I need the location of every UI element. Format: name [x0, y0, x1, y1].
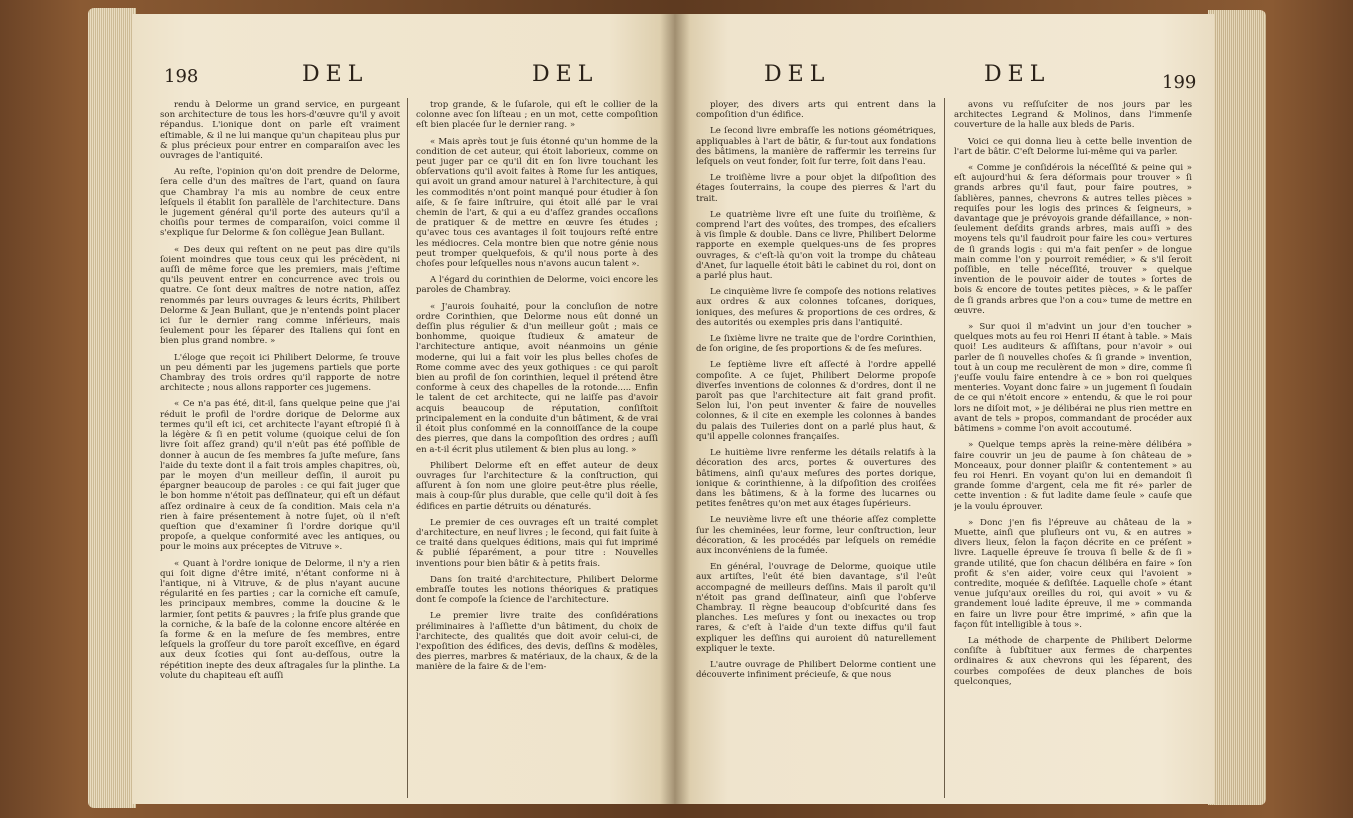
paragraph: Dans ſon traité d'architecture, Philibert Delorme embraſſe toutes les notions théoriques & pratiques dont ſe compoſe la ſcience de l'architecture.	[416, 574, 658, 606]
left-page	[132, 14, 674, 804]
paragraph: rendu à Delorme un grand service, en purgeant son architecture de tous les hors-d'œuvre qu'il y avoit répandus. L'ionique dont on parle eſt vraiment eſtimable, & il ne lui manque qu'un chapiteau plus pur & plus précieux pour entrer en comparaiſon avec les ouvrages de l'antiquité.	[160, 100, 400, 162]
paragraph: A l'égard du corinthien de Delorme, voici encore les paroles de Chambray.	[416, 275, 658, 296]
paragraph: « Ce n'a pas été, dit-il, ſans quelque peine que j'ai réduit le profil de l'ordre dorique de Delorme aux termes qu'il eſt ici, cet architecte l'ayant eſtropié ſi à la légère & ſi en petit volume (quoique celui de ſon livre ſoit aſſez grand) qu'il n'eût pas été poſſible de donner à aucun de ſes membres ſa juſte meſure, ſans l'aide du texte dont il a fait trois amples chapitres, où, par le moyen d'un meilleur deſſin, il auroit pu épargner beaucoup de paroles : ce qui fait juger que le bon homme n'étoit pas deſſinateur, qui eſt un défaut aſſez ordinaire à ceux de ſa condition. Mais cela n'a rien à faire présentement à notre ſujet, où il n'eſt queſtion que d'examiner ſi l'ordre dorique qu'il propoſe, a quelque conformité avec les antiques, ou pour le moins aux préceptes de Vitruve ».	[160, 399, 400, 553]
right-column-1	[696, 100, 936, 796]
right-column-2	[954, 100, 1192, 796]
right-page-edges	[1208, 10, 1266, 805]
paragraph: Voici ce qui donna lieu à cette belle invention de l'art de bâtir. C'eſt Delorme lui-même qui va parler.	[954, 136, 1192, 157]
paragraph: Philibert Delorme eſt en effet auteur de deux ouvrages ſur l'architecture & la conſtruction, qui aſſurent à ſon nom une gloire peut-être plus réelle, mais à coup-ſûr plus durable, que celle qu'il doit à ſes édifices en partie détruits ou dénaturés.	[416, 460, 658, 512]
left-column-2	[416, 100, 658, 796]
paragraph: Le premier livre traite des conſidérations préliminaires à l'aſſiette d'un bâtiment, du choix de l'architecte, des qualités que doit avoir celui-ci, de l'expoſition des édifices, des devis, deſſins & modèles, des pierres, marbres & matériaux, de la chaux, & de la manière de la faire & de l'em-	[416, 611, 658, 673]
paragraph: » Sur quoi il m'advint un jour d'en toucher » quelques mots au feu roi Henri II étant à table. » Mais quoi! Les auditeurs & aſſiſtans, pour n'avoir » oui parler de ſi nouvelles choſes & ſi grande » invention, tout à un coup me reculèrent de mon » dire, comme ſi j'euſſe voulu faire entendre à ce » bon roi quelques menteries. Voyant donc faire » un jugement ſi ſoudain de ce qui n'étoit encore » entendu, & que le roi pour lors ne diſoit mot, » je délibérai ne plus rien mettre en avant de tels » propos, commandant de procéder aux bâtimens » comme l'on avoit accoutumé.	[954, 322, 1192, 435]
left-column-1	[160, 100, 400, 796]
paragraph: « Quant à l'ordre ionique de Delorme, il n'y a rien qui ſoit digne d'être imité, n'étant conforme ni à l'antique, ni à Vitruve, & de plus n'ayant aucune régularité en ſes parties ; car la corniche eſt camuſe, les principaux membres, comme la doucine & le larmier, ſont petits & pauvres ; la friſe plus grande que la corniche, & la baſe de la colonne encore altérée en ſa forme & en la meſure de ſes membres, entre leſquels la groſſeur du tore paroît exceſſive, en égard aux deux ſcoties qui ſont au-deſſous, outre la répétition inepte des deux aſtragales ſur la plinthe. La volute du chapiteau eſt auſſi	[160, 558, 400, 681]
paragraph: La méthode de charpente de Philibert Delorme conſiſte à ſubſtituer aux fermes de charpentes ordinaires & aux chevrons qui les ſéparent, des courbes compoſées de deux planches de bois quelconques,	[954, 635, 1192, 687]
paragraph: trop grande, & le ſuſarole, qui eſt le collier de la colonne avec ſon liſteau ; en un mot, cette compoſition eſt bien placée ſur le dernier rang. »	[416, 100, 658, 131]
paragraph: ployer, des divers arts qui entrent dans la compoſition d'un édifice.	[696, 100, 936, 121]
paragraph: « Mais après tout je ſuis étonné qu'un homme de la condition de cet auteur, qui étoit laborieux, comme on peut juger par ce qu'il dit en ſon livre touchant les obſervations qu'il avoit faites à Rome ſur les antiques, qui avoit un grand amour naturel à l'architecture, à qui les commodités n'ont point manqué pour étudier à ſon aiſe, & ſe faire inſtruire, qui étoit allé par le vrai chemin de l'art, & qui a eu d'aſſez grandes occaſions de pratiquer & de mettre en œuvre ſes études ; qu'avec tous ces avantages il ſoit toujours reſté entre les médiocres. Cela montre bien que notre génie nous peut tromper quelquefois, & qu'il nous porte à des choſes pour leſquelles nous n'avons aucun talent ».	[416, 136, 658, 270]
paragraph: Le ſecond livre embraſſe les notions géométriques, appliquables à l'art de bâtir, & ſur-tout aux fondations des bâtimens, la manière de raffermir les terreins ſur leſquels on veut fonder, ſoit ſur terre, ſoit dans l'eau.	[696, 126, 936, 168]
paragraph: En général, l'ouvrage de Delorme, quoique utile aux artiſtes, l'eût été bien davantage, s'il l'eût accompagné de meilleurs deſſins. Mais il paroît qu'il n'étoit pas grand deſſinateur, ainſi que l'obſerve Chambray. Il règne beaucoup d'obſcurité dans ſes planches. Les meſures y ſont ou inexactes ou trop rares, & c'eſt à l'aide d'un texte diffus qu'il faut expliquer les deſſins qui auroient dû naturellement expliquer le texte.	[696, 562, 936, 654]
paragraph: Le troiſième livre a pour objet la diſpoſition des étages ſouterrains, la coupe des pierres & l'art du trait.	[696, 173, 936, 204]
paragraph: Le ſeptième livre eſt aſſecté à l'ordre appellé compoſite. A ce ſujet, Philibert Delorme propoſe diverſes inventions de colonnes & d'ordres, dont il ne paroît pas que l'architecture ait fait grand profit. Selon lui, l'on peut inventer & faire de nouvelles colonnes, & il cite en exemple les colonnes à bandes du palais des Tuileries dont on a parlé plus haut, & qu'il appelle colonnes françaiſes.	[696, 360, 936, 442]
paragraph: L'autre ouvrage de Philibert Delorme contient une découverte infiniment précieuſe, & que nous	[696, 659, 936, 681]
paragraph: Le quatrième livre eſt une ſuite du troiſième, & comprend l'art des voûtes, des trompes, des eſcaliers à vis ſimple & double. Dans ce livre, Philibert Delorme rapporte en exemple quelques-uns de ſes propres ouvrages, & c'eſt-là qu'on voit la trompe du château d'Anet, ſur laquelle étoit bâti le cabinet du roi, dont on a parlé plus haut.	[696, 209, 936, 282]
book-gutter	[660, 14, 690, 804]
paragraph: L'éloge que reçoit ici Philibert Delorme, ſe trouve un peu démenti par les jugemens partiels que porte Chambray des trois ordres qu'il rapporte de notre architecte ; nous allons rapporter ces jugemens.	[160, 352, 400, 394]
paragraph: Le ſixième livre ne traite que de l'ordre Corinthien, de ſon origine, de ſes proportions & de ſes meſures.	[696, 334, 936, 355]
right-header-left: DEL	[764, 62, 831, 87]
left-header-left: DEL	[302, 62, 369, 87]
left-page-number: 198	[164, 66, 199, 87]
right-header-right: DEL	[984, 62, 1051, 87]
paragraph: avons vu reſſuſciter de nos jours par les architectes Legrand & Molinos, dans l'immenſe couverture de la halle aux bleds de Paris.	[954, 100, 1192, 131]
paragraph: « Des deux qui reſtent on ne peut pas dire qu'ils ſoient moindres que tous ceux qui les précèdent, ni auſſi de même force que les premiers, mais j'eſtime qu'ils peuvent entrer en concurrence avec trois ou quatre. Ce ſont deux maîtres de notre nation, aſſez renommés par leurs ouvrages & leurs écrits, Philibert Delorme & Jean Bullant, que je n'entends point placer ici ſur le dernier rang comme inférieurs, mais ſeulement pour les ſéparer des Italiens qui ſont en bien plus grand nombre. »	[160, 244, 400, 347]
paragraph: Le huitième livre renferme les détails relatifs à la décoration des arcs, portes & ouvertures des bâtimens, ainſi qu'aux meſures des portes dorique, ionique & corinthienne, à la diſpoſition des croiſées dans les bâtimens, & à la forme des lucarnes ou petites fenêtres qu'on met aux étages ſupérieurs.	[696, 448, 936, 510]
left-page-edges	[88, 8, 136, 808]
right-page	[674, 14, 1214, 804]
column-rule	[407, 98, 408, 798]
paragraph: « Comme je conſidérois la néceſſité & peine qui » eſt aujourd'hui & ſera déſormais pour trouver » ſi grands arbres qu'il faut, pour faire poutres, » ſablières, pannes, chevrons & autres telles pièces » requiſes pour les logis des princes & ſeigneurs, » davantage que je prévoyois grande défaillance, » non-ſeulement deſdits grands arbres, mais auſſi » des moyens tels qu'il faudroit pour faire les cou» vertures de ſi grands logis : qui m'a fait penſer » de longue main comme l'on y pourroit remédier, » & s'il ſeroit poſſible, en telle néceſſité, trouver » quelque invention de le pouvoir aider de toutes » ſortes de bois & encore de toutes petites pièces, » & le paſſer de ſi grands arbres que l'on a cou» tume de mettre en œuvre.	[954, 163, 1192, 316]
left-header-right: DEL	[532, 62, 599, 87]
paragraph: « J'aurois ſouhaité, pour la concluſion de notre ordre Corinthien, que Delorme nous eût donné un deſſin plus régulier & d'un meilleur goût ; mais ce bonhomme, quoique ſtudieux & amateur de l'architecture antique, avoit néanmoins un génie moderne, qui lui a fait voir les plus belles choſes de Rome comme avec des yeux gothiques : ce qui paroît bien au profil de ſon corinthien, lequel il prétend être conforme à ceux des chapelles de la rotonde..... Enfin le talent de cet architecte, qui ne laiſſe pas d'avoir acquis beaucoup de réputation, conſiſtoit principalement en la conduite d'un bâtiment, & de vrai il étoit plus conſommé en la connoiſſance de la coupe des pierres, que dans la compoſition des ordres ; auſſi en a-t-il écrit plus utilement & bien plus au long. »	[416, 301, 658, 455]
paragraph: Le cinquième livre ſe compoſe des notions relatives aux ordres & aux colonnes toſcanes, doriques, ioniques, des meſures & proportions de ces ordres, & des autorités ou exemples pris dans l'antiquité.	[696, 287, 936, 328]
paragraph: Au reſte, l'opinion qu'on doit prendre de Delorme, ſera celle d'un des maîtres de l'art, quand on ſaura que Chambray l'a mis au nombre de ceux entre leſquels il établit ſon parallèle de l'architecture. Dans le jugement général qu'il porte des auteurs qu'il a choiſis pour termes de comparaiſon, voici comme il s'explique ſur Delorme & ſon collègue Jean Bullant.	[160, 167, 400, 239]
paragraph: » Quelque temps après la reine-mère délibéra » faire couvrir un jeu de paume à ſon château de » Monceaux, pour donner plaiſir & contentement » au feu roi Henri. En voyant qu'on lui en demandoit ſi grande ſomme d'argent, cela me fit ré» parler de cette invention : & fut ladite dame ſeule » cauſe que je la voulu éprouver.	[954, 440, 1192, 512]
column-rule	[944, 98, 945, 798]
paragraph: Le premier de ces ouvrages eſt un traité complet d'architecture, en neuf livres ; le ſecond, qui fait ſuite à ce traité dans quelques éditions, mais qui fut imprimé & publié ſéparément, a pour titre : Nouvelles inventions pour bien bâtir & à petits frais.	[416, 517, 658, 569]
right-page-number: 199	[1162, 72, 1197, 93]
paragraph: Le neuvième livre eſt une théorie aſſez complette ſur les cheminées, leur forme, leur conſtruction, leur décoration, & les procédés par leſquels on remédie aux inconvéniens de la fumée.	[696, 515, 936, 556]
paragraph: » Donc j'en fis l'épreuve au château de la » Muette, ainſi que pluſieurs ont vu, & en autres » divers lieux, ſelon la façon décrite en ce préſent » livre. Laquelle épreuve ſe trouva ſi belle & de ſi » grande utilité, que ſon chacun délibéra en faire » ſon profit & s'en aider, voire ceux qui l'avoient » contredite, moquée & deſiſtée. Laquelle choſe » étant venue juſqu'aux oreilles du roi, qui avoit » vu & grandement loué ladite épreuve, il me » commanda en faire un livre pour être imprimé, » afin que la façon fût intelligible à tous ».	[954, 517, 1192, 630]
